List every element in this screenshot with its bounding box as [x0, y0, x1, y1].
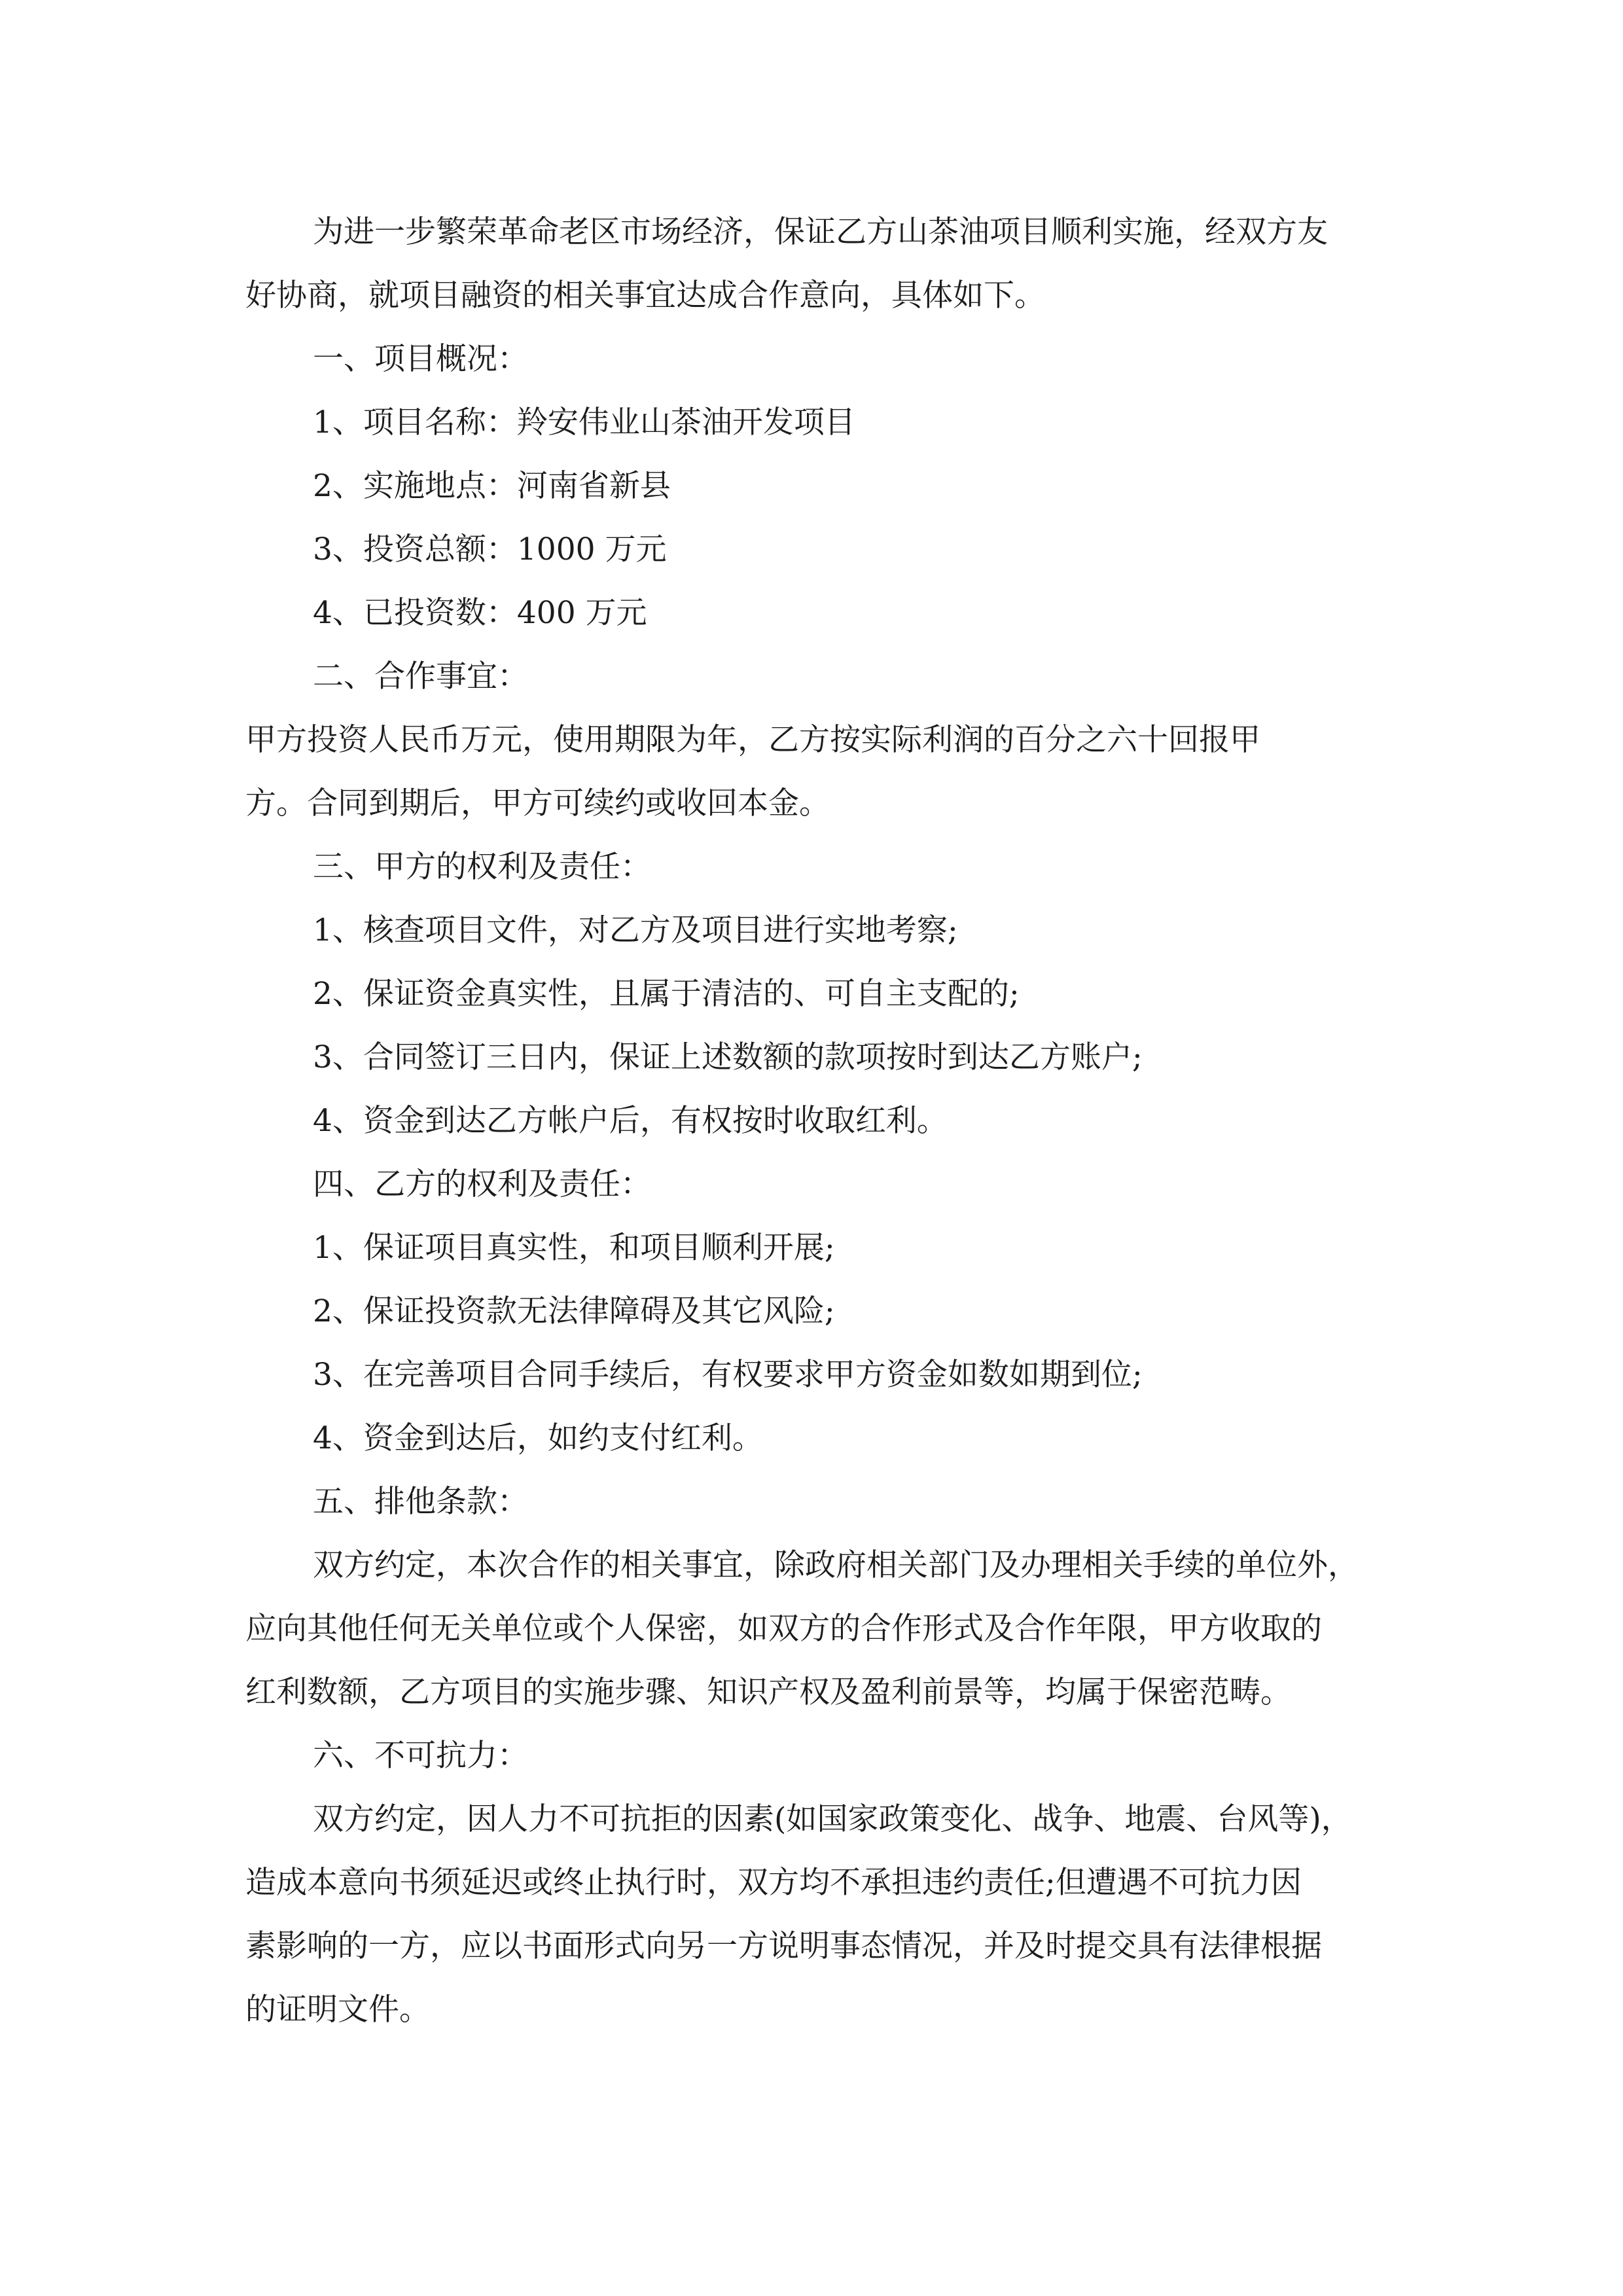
document-body	[245, 200, 1417, 2041]
paragraph-line: 素影响的一方，应以书面形式向另一方说明事态情况，并及时提交具有法律根据	[245, 1928, 1322, 1964]
list-item: 3、合同签订三日内，保证上述数额的款项按时到达乙方账户;	[313, 1039, 1143, 1075]
paragraph-line: 双方约定，因人力不可抗拒的因素(如国家政策变化、战争、地震、台风等)，	[313, 1801, 1352, 1837]
list-item: 2、保证投资款无法律障碍及其它风险;	[313, 1293, 835, 1329]
paragraph-line: 方。合同到期后，甲方可续约或收回本金。	[245, 785, 830, 821]
paragraph-line: 好协商，就项目融资的相关事宜达成合作意向，具体如下。	[245, 278, 1045, 314]
paragraph-line: 红利数额，乙方项目的实施步骤、知识产权及盈利前景等，均属于保密范畴。	[245, 1674, 1291, 1710]
list-item: 3、投资总额：1000 万元	[313, 531, 667, 567]
paragraph-line: 甲方投资人民币万元，使用期限为年，乙方按实际利润的百分之六十回报甲	[245, 722, 1260, 758]
paragraph-line: 的证明文件。	[245, 1992, 430, 2028]
section-heading: 三、甲方的权利及责任：	[313, 849, 651, 885]
list-item: 4、资金到达后，如约支付红利。	[313, 1420, 763, 1456]
paragraph-line: 双方约定，本次合作的相关事宜，除政府相关部门及办理相关手续的单位外，	[313, 1547, 1359, 1583]
list-item: 4、资金到达乙方帐户后，有权按时收取红利。	[313, 1103, 948, 1139]
section-heading: 五、排他条款：	[313, 1484, 528, 1520]
list-item: 1、项目名称：羚安伟业山茶油开发项目	[313, 404, 855, 440]
list-item: 1、核查项目文件，对乙方及项目进行实地考察;	[313, 912, 958, 948]
list-item: 4、已投资数：400 万元	[313, 595, 647, 631]
list-item: 1、保证项目真实性，和项目顺利开展;	[313, 1230, 835, 1266]
section-heading: 一、项目概况：	[313, 341, 528, 377]
section-heading: 四、乙方的权利及责任：	[313, 1166, 651, 1202]
paragraph-line: 为进一步繁荣革命老区市场经济，保证乙方山茶油项目顺利实施，经双方友	[313, 214, 1328, 250]
section-heading: 六、不可抗力：	[313, 1738, 528, 1774]
list-item: 2、实施地点：河南省新县	[313, 468, 671, 504]
section-heading: 二、合作事宜：	[313, 658, 528, 694]
paragraph-line: 应向其他任何无关单位或个人保密，如双方的合作形式及合作年限，甲方收取的	[245, 1611, 1322, 1647]
paragraph-line: 造成本意向书须延迟或终止执行时，双方均不承担违约责任;但遭遇不可抗力因	[245, 1865, 1302, 1901]
list-item: 3、在完善项目合同手续后，有权要求甲方资金如数如期到位;	[313, 1357, 1143, 1393]
list-item: 2、保证资金真实性，且属于清洁的、可自主支配的;	[313, 976, 1020, 1012]
